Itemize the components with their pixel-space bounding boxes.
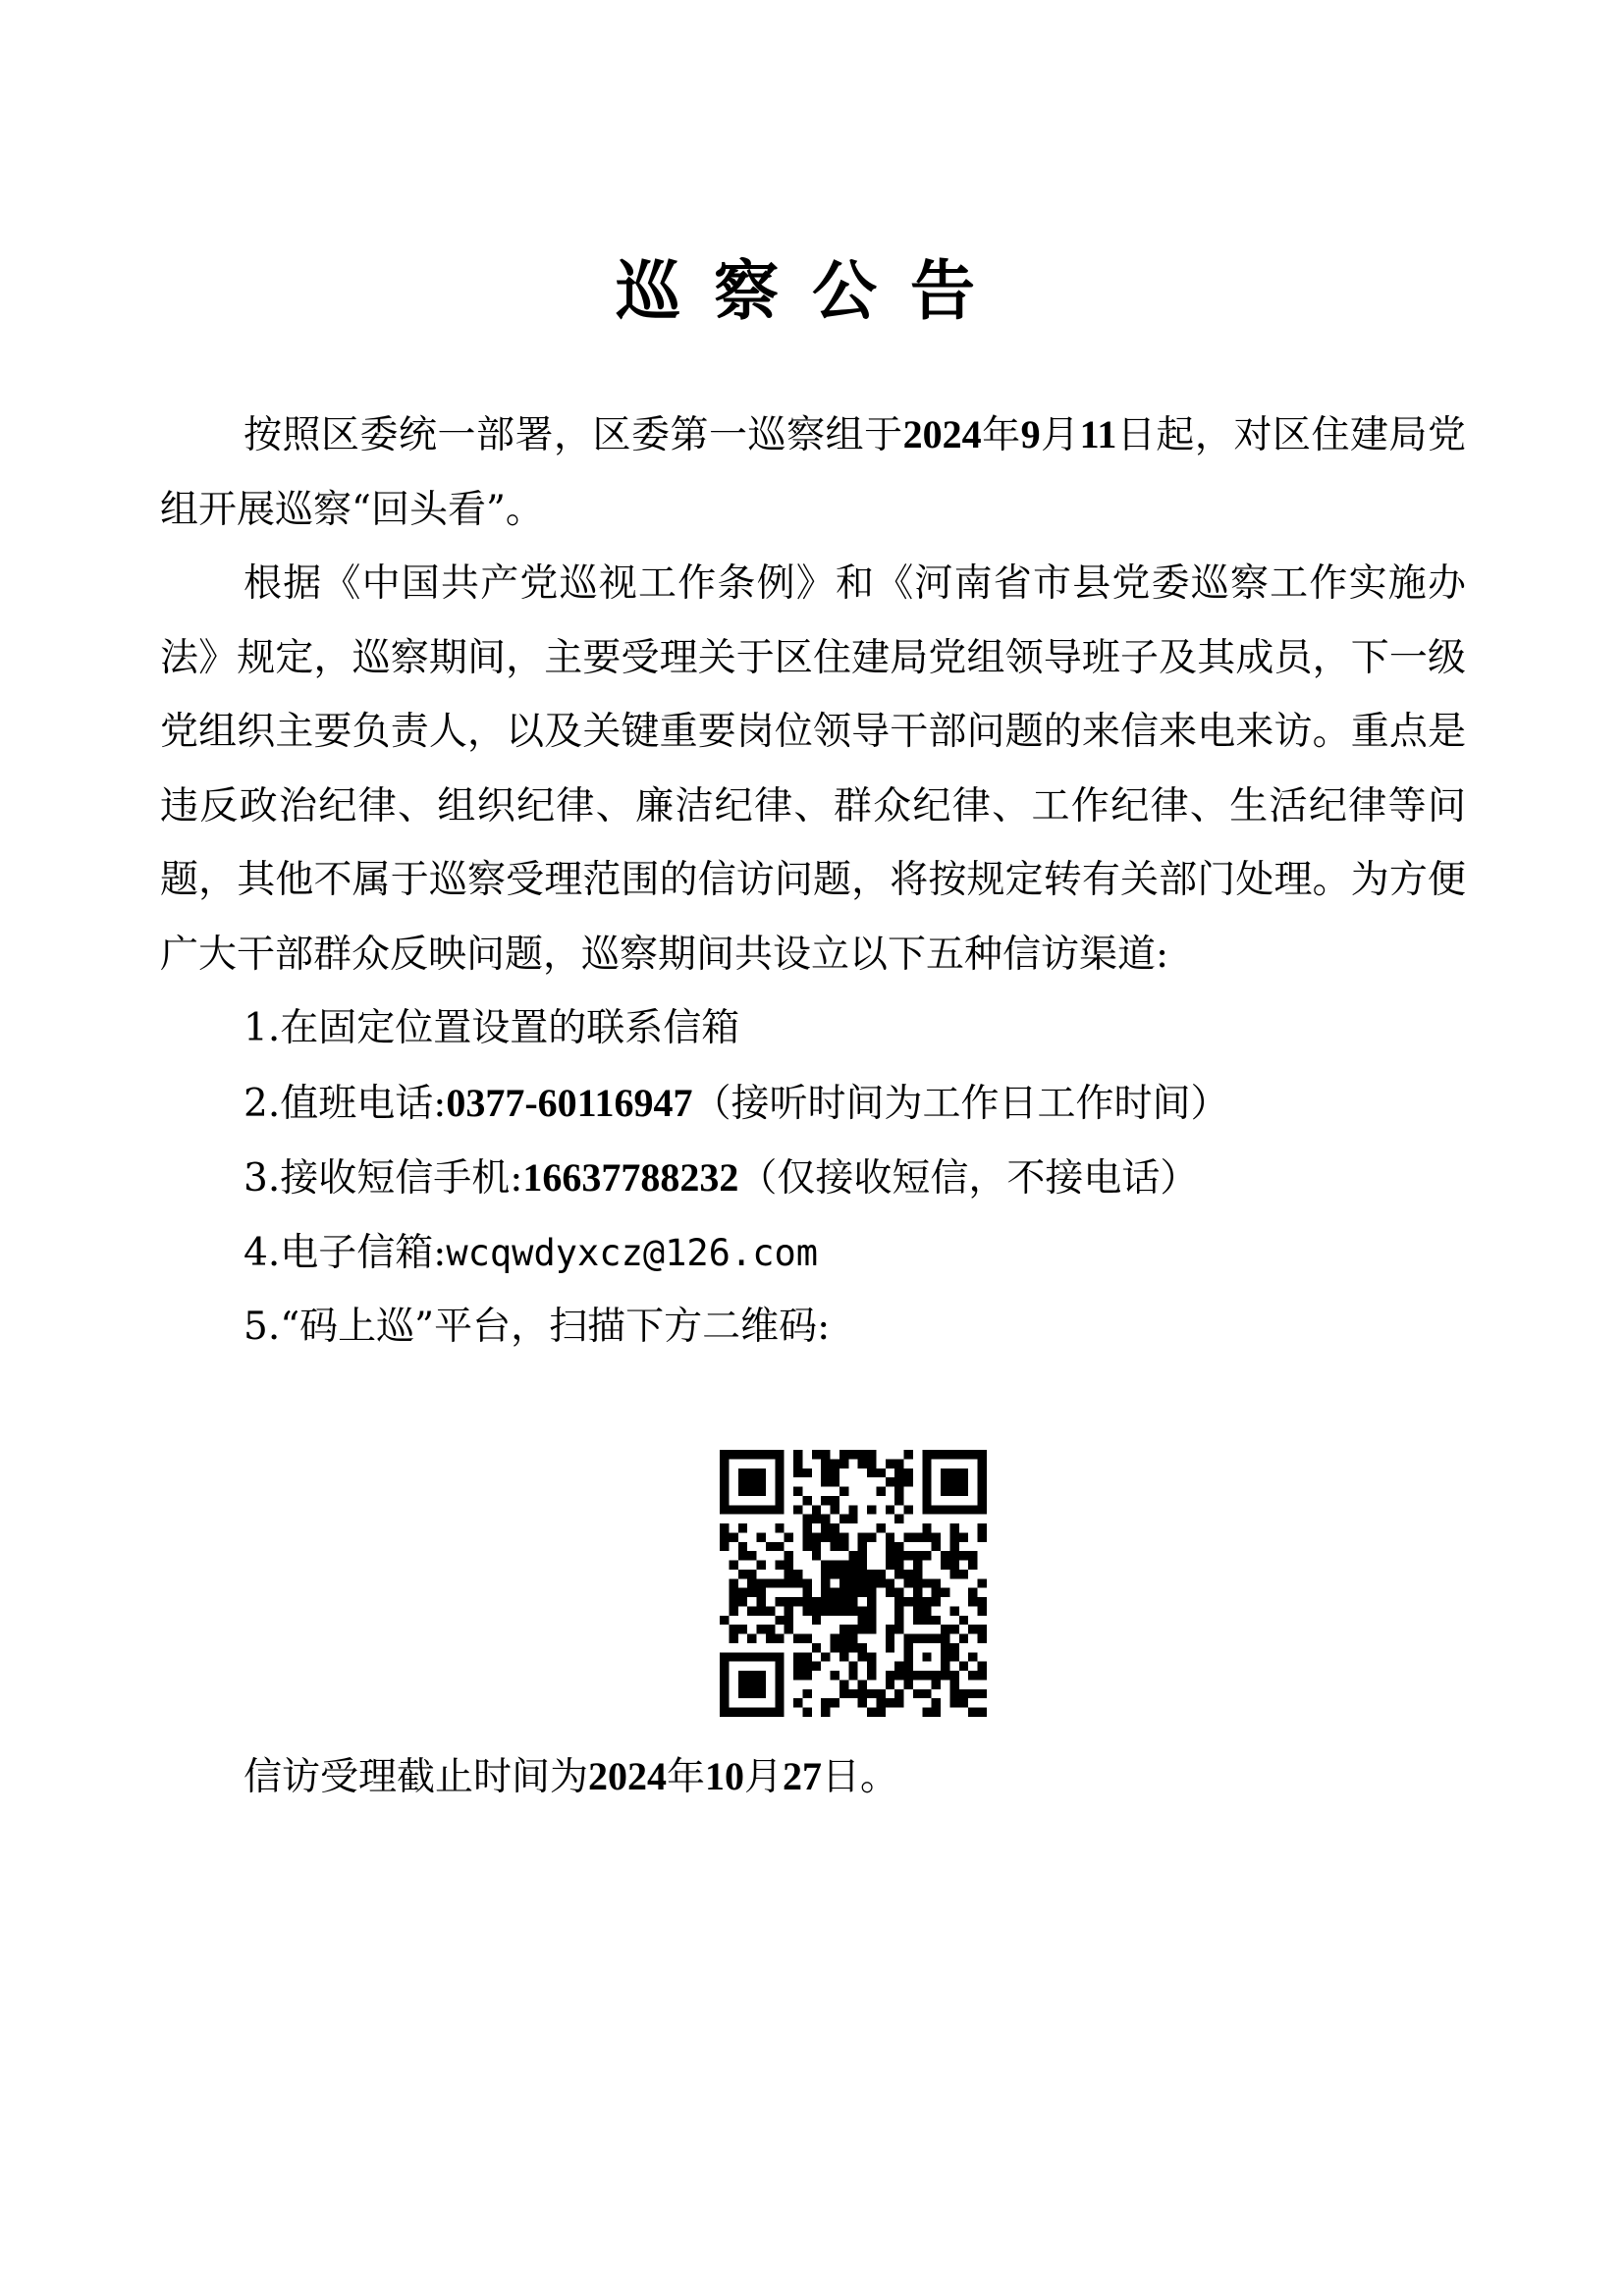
hotline-label: 2.值班电话:	[244, 1081, 447, 1126]
deadline-text-1: 信访受理截止时间为	[244, 1755, 589, 1799]
channel-item-hotline	[160, 1066, 1466, 1142]
scope-paragraph: 根据《中国共产党巡视工作条例》和《河南省市县党委巡察工作实施办法》规定，巡察期间，主要受理关于区住建局党组领导班子及其成员，下一级党组织主要负责人，以及关键重要岗位领导干部问题的来信来电来访。重点是违反政治纪律、组织纪律、廉洁纪律、群众纪律、工作纪律、生活纪律等问题，其他不属于巡察受理范围的信访问题，将按规定转有关部门处理。为方便广大干部群众反映问题，巡察期间共设立以下五种信访渠道:	[160, 561, 1466, 977]
intro-paragraph	[160, 398, 1466, 547]
sms-label: 3.接收短信手机:	[244, 1156, 523, 1201]
channel-item-platform: 5.“码上巡”平台，扫描下方二维码:	[244, 1305, 831, 1349]
deadline-text-3: 月	[744, 1755, 784, 1799]
sms-number: 16637788232	[522, 1155, 739, 1200]
page-title: 巡察公告	[616, 253, 1008, 329]
hotline-number: 0377-60116947	[446, 1080, 693, 1125]
qr-code-graphic	[720, 1450, 987, 1717]
intro-text-3: 月	[1040, 413, 1080, 457]
deadline-line	[244, 1739, 898, 1814]
intro-text-2: 年	[981, 413, 1021, 457]
start-year: 2024	[902, 412, 982, 456]
start-month: 9	[1020, 412, 1041, 456]
deadline-text-2: 年	[667, 1755, 706, 1799]
qr-code-icon	[720, 1450, 987, 1717]
channel-item-email	[160, 1216, 1466, 1291]
deadline-text-4: 日。	[822, 1755, 899, 1799]
deadline-year: 2024	[588, 1754, 668, 1798]
email-address: wcqwdyxcz@126.com	[446, 1231, 819, 1274]
intro-text-4: 日起，对区住建局党组开展巡察“回头看”。	[160, 413, 1466, 532]
email-label: 4.电子信箱:	[244, 1230, 447, 1275]
channel-item-sms	[160, 1141, 1466, 1216]
announcement-body	[160, 398, 1466, 1364]
deadline-day: 27	[783, 1754, 823, 1798]
channel-item-mailbox: 1.在固定位置设置的联系信箱	[244, 1006, 740, 1050]
hotline-note: （接听时间为工作日工作时间）	[692, 1081, 1229, 1126]
intro-text-1: 按照区委统一部署，区委第一巡察组于	[244, 413, 903, 457]
start-day: 11	[1079, 412, 1117, 456]
sms-note: （仅接收短信，不接电话）	[738, 1156, 1199, 1201]
deadline-month: 10	[705, 1754, 745, 1798]
